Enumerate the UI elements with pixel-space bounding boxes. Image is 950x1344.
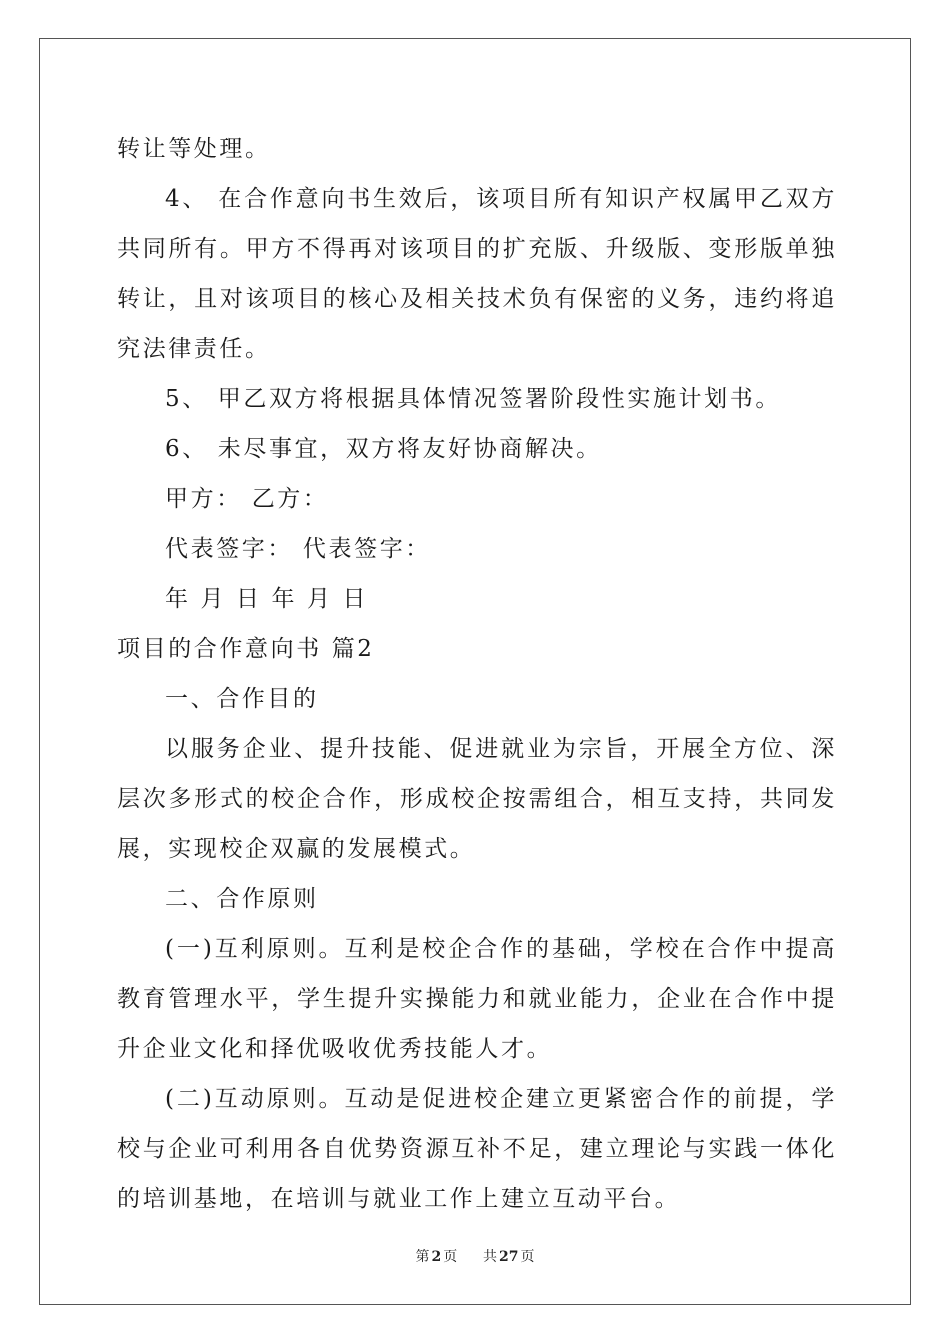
paragraph: 6、 未尽事宜，双方将友好协商解决。 bbox=[165, 436, 602, 462]
paragraph: (二)互动原则。互动是促进校企建立更紧密合作的前提，学校与企业可利用各自优势资源互补不足，建立理论与实践一体化的培训基地，在培训与就业工作上建立互动平台。 bbox=[117, 1086, 837, 1212]
total-pages-indicator: 共 27 页 bbox=[483, 1249, 535, 1265]
paragraph: 4、 在合作意向书生效后，该项目所有知识产权属甲乙双方共同所有。甲方不得再对该项目的扩充版、升级版、变形版单独转让，且对该项目的核心及相关技术负有保密的义务，违约将追究法律责任。 bbox=[117, 186, 837, 362]
paragraph: 以服务企业、提升技能、促进就业为宗旨，开展全方位、深层次多形式的校企合作，形成校企按需组合，相互支持，共同发展，实现校企双赢的发展模式。 bbox=[117, 736, 837, 862]
document-body bbox=[117, 124, 837, 1224]
signature-party-line: 甲方： 乙方： bbox=[165, 486, 329, 512]
page-indicator: 第 2 页 bbox=[415, 1249, 458, 1265]
section-title: 项目的合作意向书 篇2 bbox=[117, 636, 375, 662]
page-footer bbox=[0, 1246, 950, 1266]
signature-sign-line: 代表签字： 代表签字： bbox=[165, 536, 431, 562]
section-heading: 一、合作目的 bbox=[165, 686, 319, 712]
section-heading: 二、合作原则 bbox=[165, 886, 319, 912]
paragraph: (一)互利原则。互利是校企合作的基础，学校在合作中提高教育管理水平，学生提升实操能力和就业能力，企业在合作中提升企业文化和择优吸收优秀技能人才。 bbox=[117, 936, 837, 1062]
signature-date-line: 年 月 日 年 月 日 bbox=[165, 586, 369, 612]
paragraph: 5、 甲乙双方将根据具体情况签署阶段性实施计划书。 bbox=[165, 386, 781, 412]
paragraph: 转让等处理。 bbox=[117, 136, 271, 162]
